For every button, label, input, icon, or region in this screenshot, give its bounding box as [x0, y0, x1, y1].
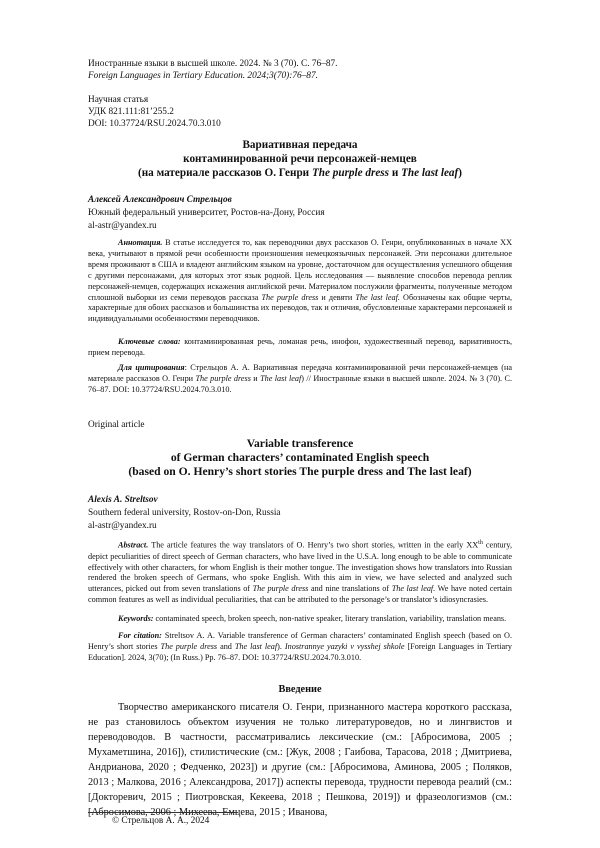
abstract-en-text2: century, depict peculiarities of direct speech of German characters, who have lived in the U.S.A. long enough to be able to communicate effectively with other characters, for whom English is their mother tongue. The investigation shows how translators into Russian rendered the broken speech of Germans, who spoke English. With this aim in view, we have selected and analyzed such utterances, picked out from seven translations of: [88, 540, 512, 594]
title-en: [88, 437, 512, 479]
keywords-en-text: contaminated speech, broken speech, non-native speaker, literary translation, variability, translation means.: [153, 614, 507, 623]
title-ru: [88, 138, 512, 180]
title-en-line3: (based on O. Henry’s short stories The purple dress and The last leaf): [128, 465, 472, 478]
citation-en-label: For citation:: [118, 631, 162, 640]
abstract-en-text3: and nine translations of: [308, 584, 392, 594]
footnote-rule: [88, 812, 238, 813]
keywords-en-label: Keywords:: [118, 614, 154, 623]
copyright: © Стрельцов А. А., 2024: [112, 816, 210, 826]
author-en: [88, 494, 512, 533]
citation-en-story1: The purple dress: [160, 641, 218, 651]
abstract-ru-story2: The last leaf.: [355, 292, 400, 302]
body-paragraph: Творчество американского писателя О. Генри, признанного мастера короткого рассказа, не раз становилось объектом изучения не только литературоведов, но и лингвистов и переводоводов. В частности, рассматривались лексические (см.: [Абросимова, 2005 ; Мухаметшина, 2016]), стилистические (см.: [Жук, 2008 ; Гаибова, Тарасова, 2018 ; Дмитриева, Андрианова, 2020 ; Федченко, 2023]) и другие (см.: [Абросимова, Аминова, 2005 ; Поляков, 2013 ; Малкова, 2016 ; Александрова, 2017]) аспекты перевода, трудности перевода реалий (см.: [Докторевич, 2015 ; Пиотровская, Кекеева, 2018 ; Пешкова, 2019]) и фразеологизмов (см.: [Абросимова, 2006 ; Михеева, Емцева, 2015 ; Иванова,: [88, 702, 512, 818]
title-ru-story1: The purple dress: [311, 167, 390, 179]
abstract-ru-text1: В статье исследуется то, как переводчики двух рассказов О. Генри, опубликованных в начале XX века, учитывают в прямой речи особенности произношения немецкоязычных персонажей. Эти персонажи длительное время проживают в США и владеют английским языком на уровне, достаточном для осуществления успешного общения с другими персонажами, для которых этот язык родной. Цель исследования — выявление способов перевода реплик персонажей-немцев, содержащих искажения английской речи. Материалом послужили фрагменты, полученные методом сплошной выборки из семи переводов рассказа: [88, 238, 512, 302]
journal-header: [88, 58, 512, 82]
citation-ru-mid: и: [250, 373, 261, 383]
citation-en-text3: [Foreign Languages in Tertiary Education]. 2024, 3(70); (In Russ.) Pp. 76–87. DOI: 10.37724/RSU.2024.70.3.010.: [88, 641, 513, 662]
title-ru-line3-mid: и: [389, 167, 402, 179]
citation-ru-text2: ) // Иностранные языки в высшей школе. 2024. № 3 (70). С. 76–87. DOI: 10.37724/RSU.2024.70.3.010.: [88, 373, 512, 394]
abstract-en-label: Abstract.: [118, 540, 149, 550]
section-heading: Введение: [278, 684, 322, 695]
abstract-en-story1: The purple dress: [252, 584, 309, 594]
abstract-en-story2: The last leaf.: [391, 584, 436, 594]
author-en-email: al-astr@yandex.ru: [88, 521, 157, 531]
citation-en-text2: ).: [277, 641, 285, 651]
abstract-ru-label: Аннотация.: [118, 238, 163, 247]
abstract-ru-text2: и девяти: [318, 292, 356, 302]
keywords-ru-text: контаминированная речь, ломаная речь, инофон, художественный перевод, вариативность, прием перевода.: [88, 337, 512, 357]
citation-ru-text1: : Стрельцов А. А. Вариативная передача контаминированной речи персонажей-немцев (на материале рассказов О. Генри: [88, 363, 512, 383]
citation-ru: [88, 363, 512, 396]
abstract-ru-story1: The purple dress: [261, 292, 319, 302]
abstract-ru-text3: Обозначены как общие черты, характерные для обоих рассказов и большинства их переводов, так и отличия, обусловленные характерами персонажей и индивидуальными особенностями переводчиков.: [88, 292, 512, 324]
title-ru-story2: The last leaf: [401, 167, 459, 179]
abstract-en: [88, 538, 512, 606]
abstract-ru: [88, 238, 512, 325]
title-ru-line2: контаминированной речи персонажей-немцев: [183, 153, 417, 165]
keywords-en: [88, 614, 512, 625]
title-ru-line1: Вариативная передача: [242, 139, 358, 151]
udk: УДК 821.111:81’255.2: [88, 107, 174, 117]
citation-ru-story1: The purple dress: [195, 373, 251, 383]
author-en-name: Alexis A. Streltsov: [88, 495, 158, 505]
keywords-ru: [88, 337, 512, 359]
title-ru-line3-pre: (на материале рассказов О. Генри: [138, 167, 312, 179]
abstract-en-sup: th: [478, 540, 483, 546]
citation-en-story2: The last leaf: [234, 641, 278, 651]
author-ru-email: al-astr@yandex.ru: [88, 221, 157, 231]
author-ru: [88, 194, 512, 233]
journal-ru: Иностранные языки в высшей школе. 2024. № 3 (70). С. 76–87.: [88, 59, 338, 69]
citation-en-journal-translit: Inostrannye yazyki v vysshej shkole: [284, 641, 405, 651]
article-meta: [88, 94, 512, 130]
doi: DOI: 10.37724/RSU.2024.70.3.010: [88, 119, 221, 129]
author-ru-name: Алексей Александрович Стрельцов: [88, 195, 232, 205]
abstract-en-text1: The article features the way translators of O. Henry’s two short stories, written in the early XX: [148, 540, 479, 550]
title-en-line2: of German characters’ contaminated English speech: [170, 451, 430, 464]
author-ru-affiliation: Южный федеральный университет, Ростов-на-Дону, Россия: [88, 208, 325, 218]
citation-en-text1: Streltsov A. A. Variable transference of German characters’ contaminated English speech (based on O. Henry’s short stories: [88, 631, 512, 651]
abstract-en-text4: We have noted certain common features as well as individual peculiarities, that can be attributed to the personage’s or translator’s idiosyncrasies.: [88, 584, 512, 605]
title-ru-line3: [88, 166, 512, 180]
citation-en: [88, 631, 512, 664]
citation-ru-label: Для цитирования: [118, 363, 185, 372]
citation-ru-story2: The last leaf: [260, 373, 302, 383]
article-type-en: Original article: [88, 420, 145, 430]
title-ru-line3-post: ): [458, 167, 462, 179]
author-en-affiliation: Southern federal university, Rostov-on-Don, Russia: [88, 508, 281, 518]
article-type-ru: Научная статья: [88, 95, 149, 105]
citation-en-mid: and: [217, 641, 235, 651]
title-en-line1: Variable transference: [246, 437, 354, 450]
keywords-ru-label: Ключевые слова:: [118, 337, 181, 346]
journal-en: Foreign Languages in Tertiary Education. 2024;3(70):76–87.: [88, 71, 318, 81]
